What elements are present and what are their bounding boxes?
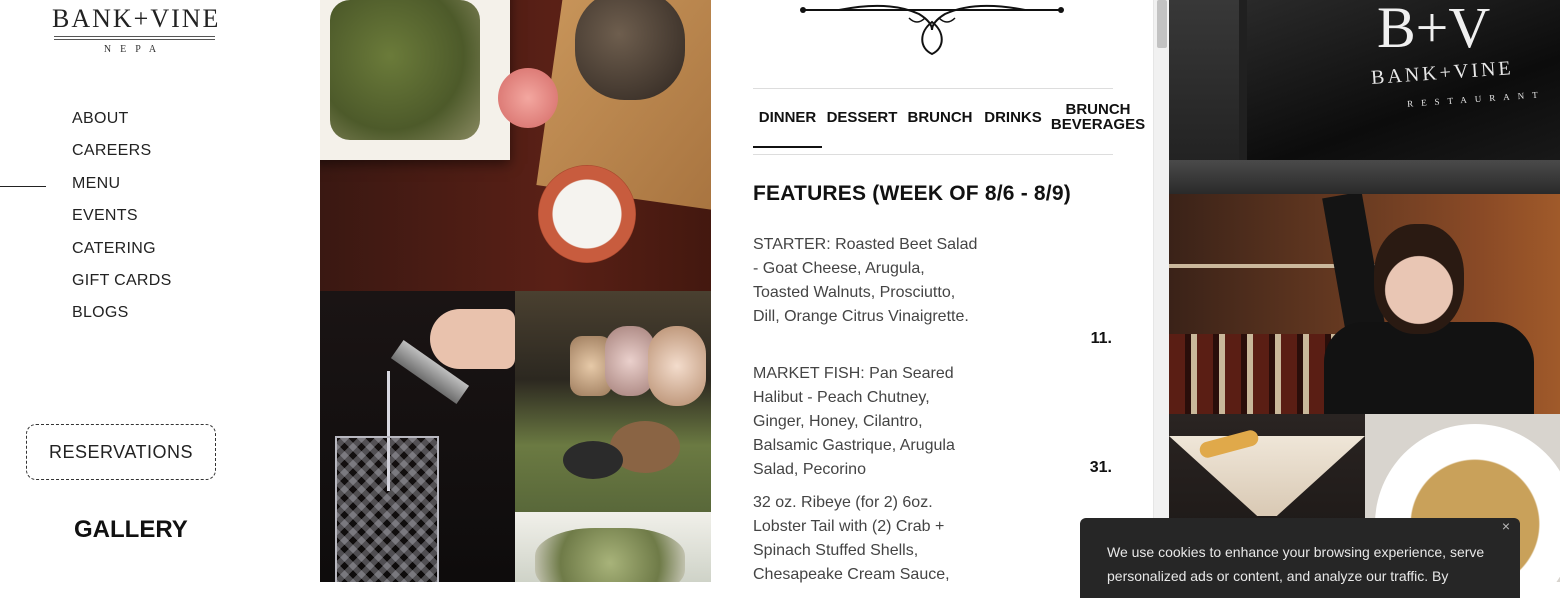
storefront-monogram: B+V xyxy=(1377,0,1491,60)
photo-bartender xyxy=(1169,194,1560,414)
nav-item-events[interactable]: EVENTS xyxy=(72,207,138,225)
greens-shape xyxy=(330,0,480,140)
logo-rule xyxy=(54,36,215,40)
storefront-name: BANK+VINE xyxy=(1370,57,1515,89)
menu-item-price: 31. xyxy=(1089,459,1112,476)
nav-item-gift-cards[interactable]: GIFT CARDS xyxy=(72,271,172,289)
nav-item-blogs[interactable]: BLOGS xyxy=(72,304,129,322)
photo-oysters xyxy=(515,512,711,582)
bread-shape xyxy=(575,0,685,100)
stone-shape xyxy=(563,441,623,479)
gallery-heading: GALLERY xyxy=(74,516,188,543)
reservations-button[interactable]: RESERVATIONS xyxy=(26,424,216,480)
nav-active-indicator xyxy=(0,186,46,187)
bottle-shape xyxy=(648,326,706,406)
tab-brunch-beverages[interactable]: BRUNCH BEVERAGES xyxy=(1050,101,1146,133)
sidebar xyxy=(0,0,320,582)
cookie-banner xyxy=(1080,518,1520,598)
nav-item-menu[interactable]: MENU xyxy=(72,174,121,192)
logo-name: BANK+VINE xyxy=(52,4,221,33)
menu-item-description: STARTER: Roasted Beet Salad - Goat Cheese, Arugula, Toasted Walnuts, Prosciutto, Dill, Orange Citrus Vinaigrette. xyxy=(753,236,978,325)
tab-dessert[interactable]: DESSERT xyxy=(826,108,898,126)
storefront-subtitle: RESTAURANT xyxy=(1406,89,1546,109)
photo-perfume-bottles xyxy=(515,291,711,512)
hand-shape xyxy=(430,309,515,369)
scrollbar-thumb[interactable] xyxy=(1157,0,1167,48)
photo-cocktail-pour xyxy=(320,291,515,582)
nav-item-catering[interactable]: CATERING xyxy=(72,239,156,257)
menu-section-title: FEATURES (WEEK OF 8/6 - 8/9) xyxy=(753,182,1071,205)
photo-appetizer-spread xyxy=(320,0,711,291)
martini-glass-shape xyxy=(1169,436,1365,516)
menu-item-description: MARKET FISH: Pan Seared Halibut - Peach Chutney, Ginger, Honey, Cilantro, Balsamic Gastrique, Arugula Salad, Pecorino xyxy=(753,365,955,478)
nav-item-about[interactable]: ABOUT xyxy=(72,110,129,127)
menu-item-price: 11. xyxy=(1090,330,1112,347)
close-icon[interactable]: × xyxy=(1501,518,1511,534)
photo-storefront xyxy=(1169,0,1560,194)
logo-subtitle: NEPA xyxy=(103,44,166,55)
tab-dinner[interactable]: DINNER xyxy=(753,88,822,148)
menu-scrollbar[interactable] xyxy=(1153,0,1170,582)
oyster-shape xyxy=(535,528,685,582)
nav-item-careers[interactable]: CAREERS xyxy=(72,142,152,160)
mixing-glass-shape xyxy=(335,436,439,582)
sill-shape xyxy=(1169,160,1560,194)
main-nav xyxy=(72,108,172,335)
tab-drinks[interactable]: DRINKS xyxy=(984,108,1042,126)
body-shape xyxy=(1324,322,1534,414)
salt-bowl-shape xyxy=(538,165,636,263)
tab-brunch[interactable]: BRUNCH xyxy=(907,108,973,126)
pink-drink-shape xyxy=(498,68,558,128)
cookie-message: We use cookies to enhance your browsing experience, serve personalized ads or content, and analyze our traffic. By xyxy=(1107,544,1485,584)
site-logo[interactable] xyxy=(52,4,221,55)
head-shape xyxy=(1374,224,1464,334)
ornament-divider-icon xyxy=(799,0,1065,58)
menu-item-description: 32 oz. Ribeye (for 2) 6oz. Lobster Tail with (2) Crab + Spinach Stuffed Shells, Chesapeake Cream Sauce, xyxy=(753,494,950,583)
